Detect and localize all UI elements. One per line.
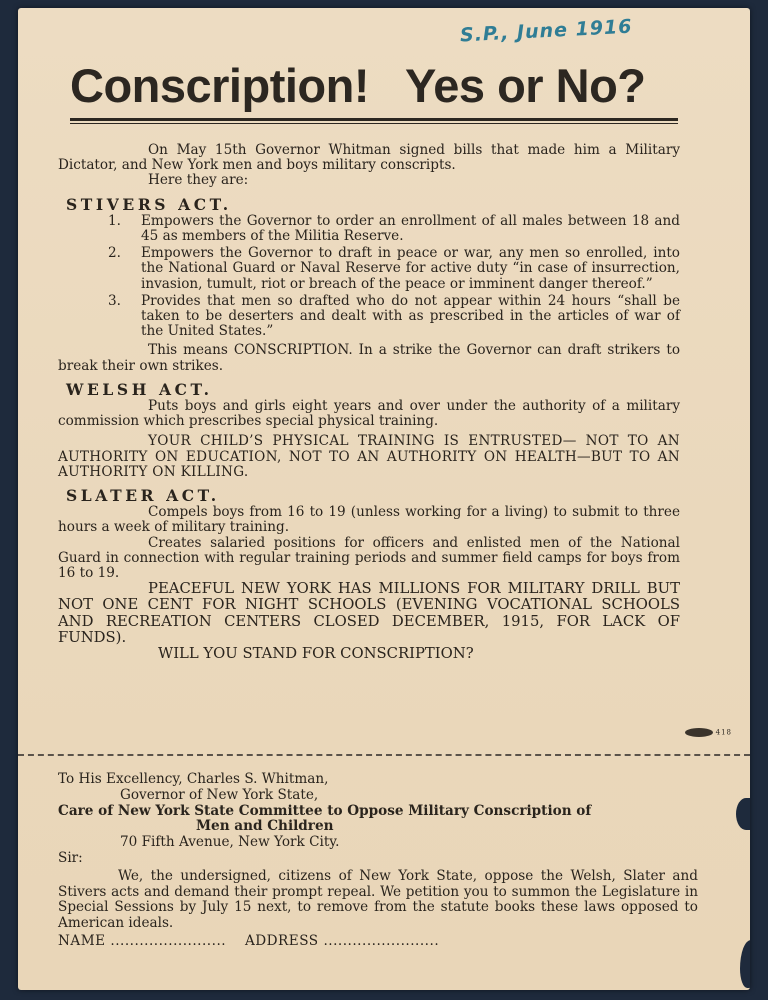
intro-lead: Here they are: (148, 172, 249, 189)
name-field[interactable]: ........................ (110, 932, 227, 949)
title-right: Yes or No? (404, 59, 646, 112)
welsh-emphasis: YOUR CHILD’S PHYSICAL TRAINING IS ENTRUSTED— NOT TO AN AUTHORITY ON EDUCATION, NOT TO AN AUTHORITY ON HEALTH—BUT TO AN AUTHORITY ON KILLING. (58, 433, 680, 480)
slater-paragraph-3: PEACEFUL NEW YORK HAS MILLIONS FOR MILITARY DRILL BUT NOT ONE CENT FOR NIGHT SCHOOLS (EVENING VOCATIONAL SCHOOLS AND RECREATION CENTERS CLOSED DECEMBER, 1915, FOR LACK OF FUNDS). (58, 580, 680, 646)
handwritten-note: S.P., June 1916 (459, 15, 633, 47)
stivers-item (58, 214, 680, 244)
conscription-question: WILL YOU STAND FOR CONSCRIPTION? (158, 645, 474, 663)
union-label (685, 728, 732, 737)
name-label: NAME (58, 932, 106, 949)
item-text: Empowers the Governor to draft in peace or war, any men so enrolled, into the National Guard or Naval Reserve for active duty “in case of insurrection, invasion, tumult, riot or breach of the peace or imminent danger thereof.” (141, 245, 680, 292)
slater-heading: SLATER ACT. (66, 486, 220, 506)
page-title (70, 58, 670, 113)
stivers-heading: STIVERS ACT. (66, 194, 232, 214)
petition-address-line: Governor of New York State, (120, 786, 319, 803)
title-left: Conscription! (70, 59, 369, 112)
stivers-item (58, 246, 680, 292)
petition-form (58, 772, 698, 950)
item-number: 2. (108, 245, 121, 262)
slater-paragraph-1: Compels boys from 16 to 19 (unless working for a living) to submit to three hours a week of military training. (58, 504, 680, 536)
petition-address-line: Care of New York State Committee to Oppose Military Conscription of (58, 802, 592, 819)
union-label-number: 418 (715, 728, 732, 737)
petition-address-line: Men and Children (196, 818, 334, 835)
title-rule-thick (70, 118, 678, 121)
perforation-line (18, 754, 750, 756)
address-field[interactable]: ........................ (323, 932, 440, 949)
union-bug-icon (685, 728, 713, 737)
torn-edge (740, 940, 750, 988)
petition-address-line: To His Excellency, Charles S. Whitman, (58, 771, 329, 787)
stivers-conclusion: This means CONSCRIPTION. In a strike the Governor can draft strikers to break their own strikes. (58, 342, 680, 374)
torn-edge (736, 798, 750, 830)
flyer-body (58, 133, 680, 662)
intro-paragraph: On May 15th Governor Whitman signed bills that made him a Military Dictator, and New York men and boys military conscripts. (58, 142, 680, 174)
item-number: 3. (108, 292, 121, 309)
item-number: 1. (108, 212, 121, 229)
petition-salutation: Sir: (58, 849, 83, 866)
slater-paragraph-2: Creates salaried positions for officers and enlisted men of the National Guard in connection with regular training periods and summer field camps for boys from 16 to 19. (58, 534, 680, 582)
petition-body: We, the undersigned, citizens of New York State, oppose the Welsh, Slater and Stivers acts and demand their prompt repeal. We petition you to summon the Legislature in Special Sessions by July 15 next, to remove from the statute books these laws opposed to American ideals. (58, 867, 698, 932)
welsh-paragraph: Puts boys and girls eight years and over under the authority of a military commission which prescribes special physical training. (58, 398, 680, 430)
signature-line (58, 934, 698, 950)
stivers-item (58, 294, 680, 340)
welsh-heading: WELSH ACT. (66, 379, 213, 399)
item-text: Provides that men so drafted who do not appear within 24 hours “shall be taken to be deserters and dealt with as prescribed in the articles of war of the United States.” (141, 292, 680, 340)
flyer-sheet (18, 8, 750, 990)
address-label: ADDRESS (244, 932, 319, 949)
title-rule-thin (70, 123, 678, 124)
item-text: Empowers the Governor to order an enrollment of all males between 18 and 45 as members of the Militia Reserve. (141, 212, 680, 245)
petition-address-line: 70 Fifth Avenue, New York City. (120, 834, 340, 851)
